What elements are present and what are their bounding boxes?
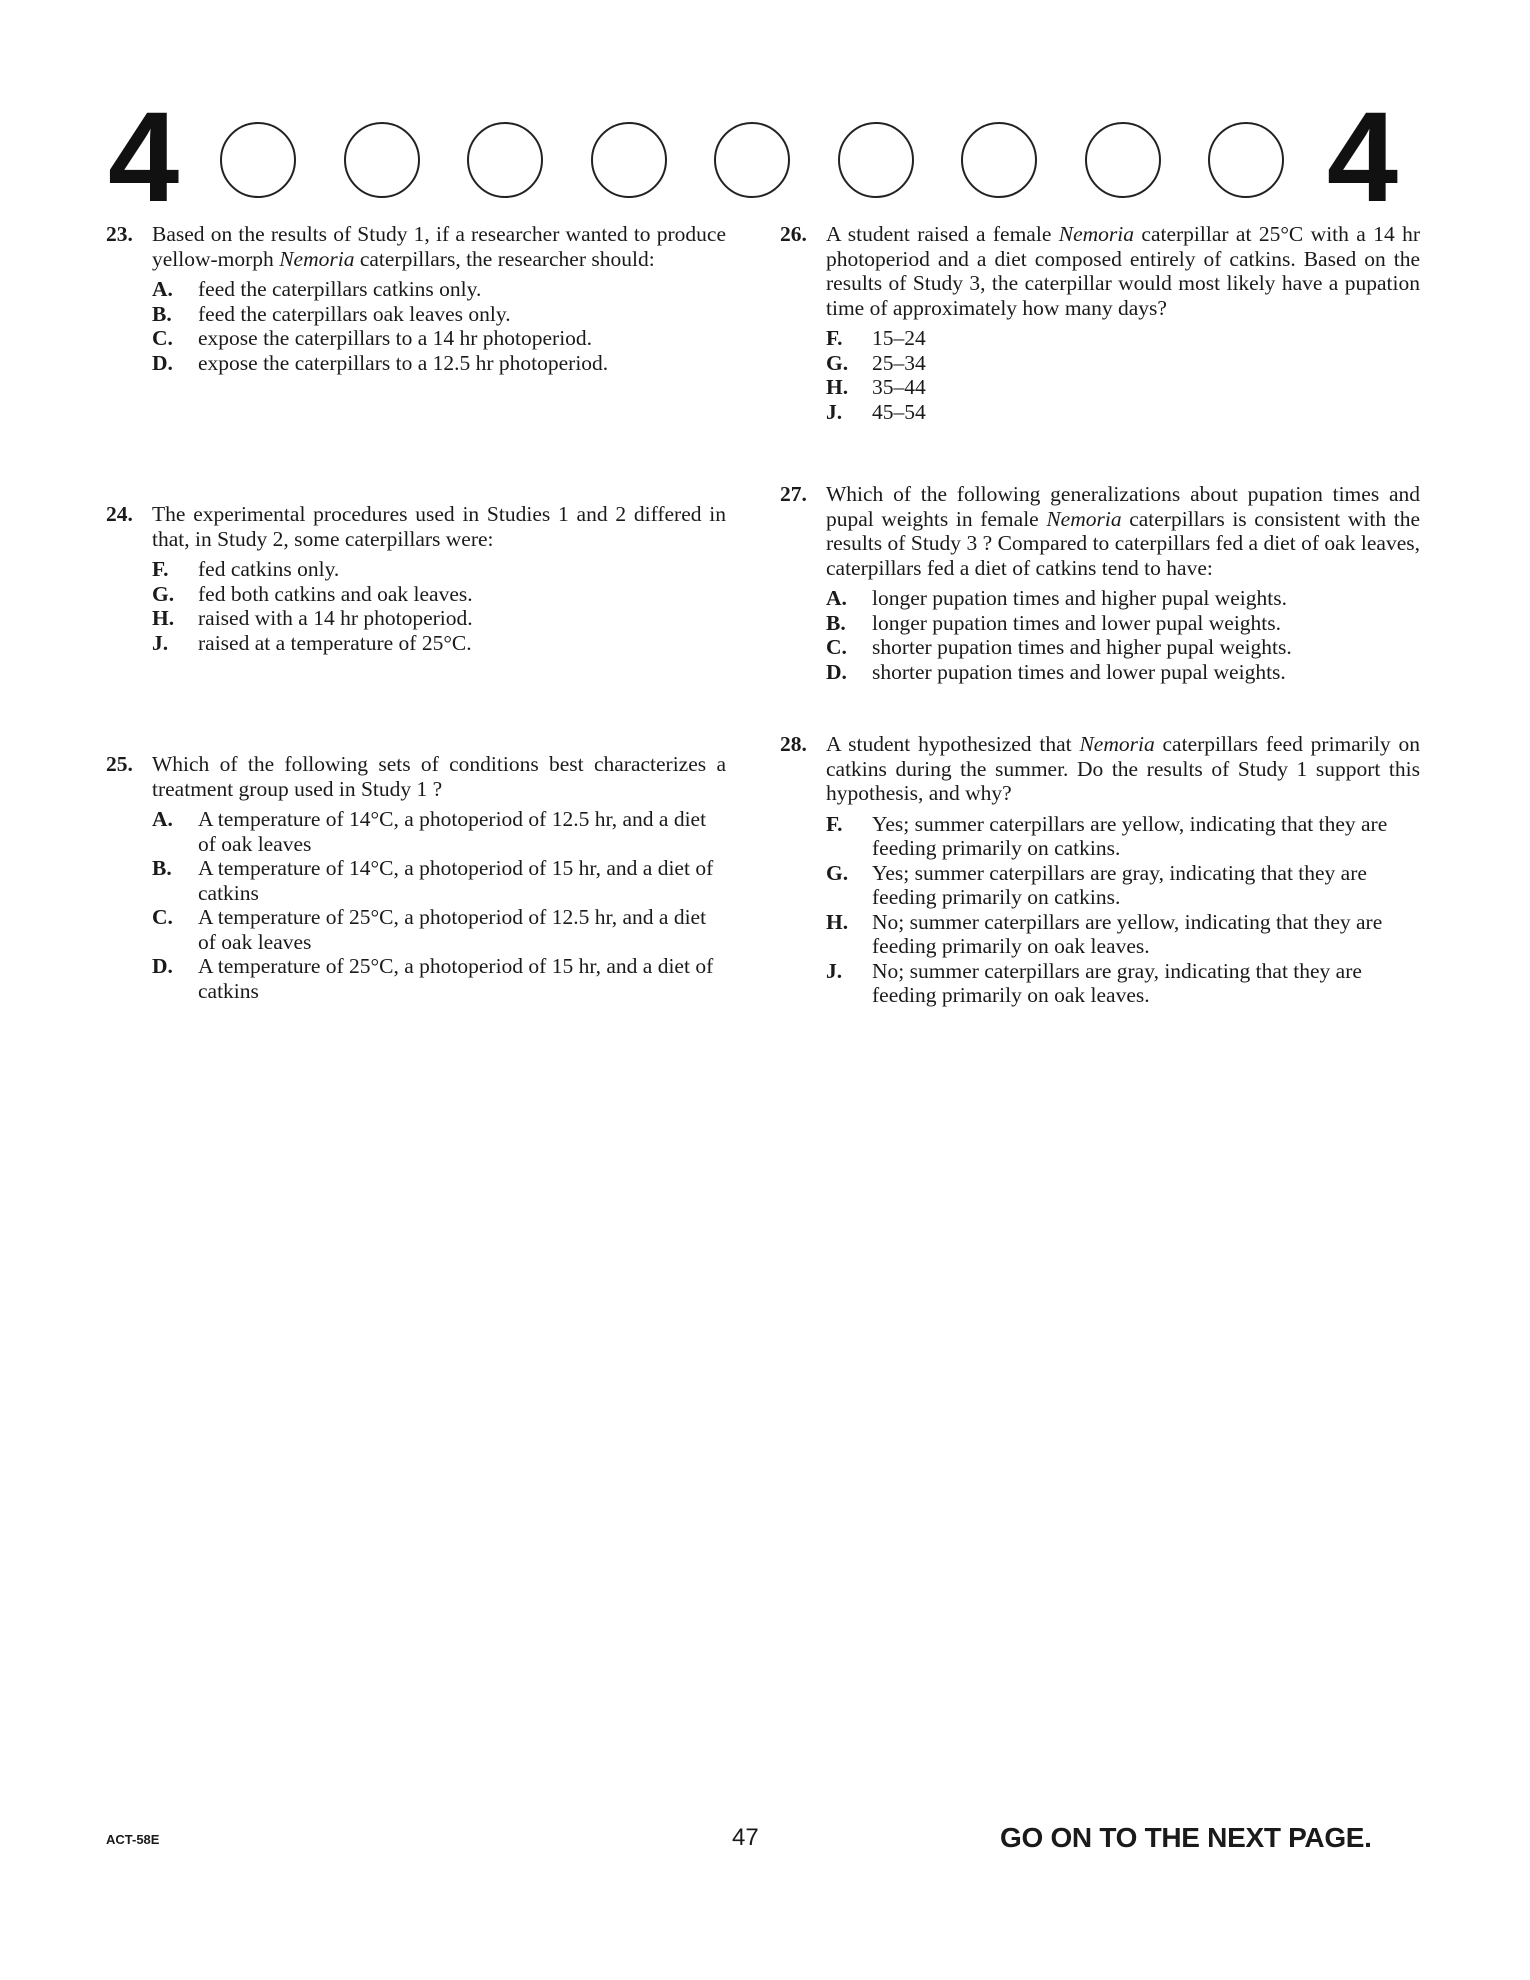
option-text: raised at a temperature of 25°C. bbox=[198, 630, 472, 655]
header-circle bbox=[1085, 122, 1161, 198]
question-stem bbox=[826, 732, 1420, 806]
question-number: 26. bbox=[780, 222, 807, 246]
answer-option bbox=[152, 302, 726, 327]
answer-option bbox=[826, 375, 1420, 400]
answer-options bbox=[152, 277, 726, 375]
option-text: feed the caterpillars catkins only. bbox=[198, 277, 482, 301]
answer-option bbox=[826, 861, 1420, 910]
question-stem bbox=[826, 222, 1420, 320]
question-stem bbox=[152, 752, 726, 801]
option-label: F. bbox=[826, 326, 843, 350]
answer-option bbox=[152, 954, 726, 1003]
answer-options bbox=[152, 557, 726, 655]
answer-option bbox=[826, 351, 1420, 376]
header-circle bbox=[220, 122, 296, 198]
stem-italic-term: Nemoria bbox=[279, 246, 355, 271]
section-number-left: 4 bbox=[108, 86, 180, 229]
header-circle bbox=[838, 122, 914, 198]
option-text: Yes; summer caterpillars are yellow, indicating that they are feeding primarily on catkins. bbox=[872, 811, 1388, 860]
answer-option bbox=[826, 400, 1420, 425]
section-number-right: 4 bbox=[1326, 86, 1398, 229]
answer-option bbox=[152, 557, 726, 582]
answer-option bbox=[152, 606, 726, 631]
answer-option bbox=[826, 326, 1420, 351]
option-text: raised with a 14 hr photoperiod. bbox=[198, 606, 473, 630]
stem-text: Based on the results of Study 1, if a researcher wanted to produce yellow-morph bbox=[152, 222, 726, 271]
answer-options bbox=[826, 812, 1420, 1008]
question-number: 28. bbox=[780, 732, 807, 756]
option-text: 25–34 bbox=[872, 350, 926, 375]
answer-option bbox=[826, 586, 1420, 611]
answer-option bbox=[826, 660, 1420, 685]
answer-option bbox=[152, 326, 726, 351]
question-24 bbox=[106, 502, 726, 655]
answer-option bbox=[826, 910, 1420, 959]
option-text: No; summer caterpillars are gray, indicating that they are feeding primarily on oak leaves. bbox=[872, 958, 1362, 1007]
option-label: J. bbox=[152, 630, 169, 655]
option-label: B. bbox=[826, 610, 846, 635]
stem-italic-term: Nemoria bbox=[1046, 506, 1122, 531]
stem-text: caterpillars is consistent with the results of Study 3 ? Compared to caterpillars fed a diet of oak leaves, caterpillars fed a diet of catkins tend to have: bbox=[826, 506, 1421, 580]
option-text: shorter pupation times and higher pupal weights. bbox=[872, 635, 1292, 659]
stem-text: Which of the following sets of conditions best characterizes a treatment group used in Study 1 ? bbox=[152, 752, 726, 801]
option-text: A temperature of 14°C, a photoperiod of 15 hr, and a diet of catkins bbox=[198, 856, 714, 905]
option-text: longer pupation times and higher pupal weights. bbox=[872, 586, 1287, 610]
answer-option bbox=[826, 635, 1420, 660]
option-text: 35–44 bbox=[872, 375, 926, 399]
answer-option bbox=[826, 611, 1420, 636]
answer-option bbox=[152, 351, 726, 376]
option-text: feed the caterpillars oak leaves only. bbox=[198, 301, 511, 326]
option-text: longer pupation times and lower pupal weights. bbox=[872, 610, 1282, 635]
header-circle bbox=[344, 122, 420, 198]
stem-text: The experimental procedures used in Studies 1 and 2 differed in that, in Study 2, some caterpillars were: bbox=[152, 502, 726, 551]
question-27 bbox=[780, 482, 1420, 684]
option-label: C. bbox=[826, 635, 847, 659]
page-number: 47 bbox=[732, 1824, 759, 1851]
stem-italic-term: Nemoria bbox=[1079, 732, 1155, 756]
option-text: fed catkins only. bbox=[198, 557, 340, 581]
option-text: expose the caterpillars to a 14 hr photoperiod. bbox=[198, 326, 593, 350]
form-code: ACT-58E bbox=[106, 1832, 160, 1847]
option-text: expose the caterpillars to a 12.5 hr photoperiod. bbox=[198, 350, 609, 375]
option-label: G. bbox=[826, 860, 849, 885]
header-circle bbox=[467, 122, 543, 198]
option-label: B. bbox=[152, 301, 172, 326]
answer-option bbox=[152, 905, 726, 954]
header-circle bbox=[1208, 122, 1284, 198]
question-stem bbox=[152, 502, 726, 551]
option-label: G. bbox=[826, 350, 849, 375]
option-label: A. bbox=[152, 807, 173, 831]
question-number: 23. bbox=[106, 222, 133, 246]
option-text: A temperature of 14°C, a photoperiod of 12.5 hr, and a diet of oak leaves bbox=[198, 807, 707, 856]
question-25 bbox=[106, 752, 726, 1003]
option-label: F. bbox=[826, 811, 843, 836]
question-26 bbox=[780, 222, 1420, 424]
option-label: D. bbox=[152, 954, 173, 978]
answer-option bbox=[152, 856, 726, 905]
stem-text: A student raised a female bbox=[826, 222, 1059, 246]
option-label: G. bbox=[152, 581, 175, 606]
stem-text: caterpillar at 25°C with a 14 hr photoperiod and a diet composed entirely of catkins. Based on the results of Study 3, the caterpillar would most likely have a pupation time of approximately how many days? bbox=[826, 222, 1421, 320]
question-number: 24. bbox=[106, 502, 133, 526]
header-circle bbox=[591, 122, 667, 198]
answer-option bbox=[152, 277, 726, 302]
option-label: A. bbox=[152, 277, 173, 301]
question-23 bbox=[106, 222, 726, 375]
stem-text: caterpillars, the researcher should: bbox=[354, 246, 655, 271]
option-text: 15–24 bbox=[872, 326, 926, 350]
option-label: J. bbox=[826, 399, 843, 424]
option-text: Yes; summer caterpillars are gray, indicating that they are feeding primarily on catkins. bbox=[872, 860, 1367, 909]
option-label: B. bbox=[152, 856, 172, 880]
option-label: H. bbox=[826, 909, 849, 934]
question-stem bbox=[826, 482, 1420, 580]
header-circles bbox=[220, 122, 1284, 202]
option-label: H. bbox=[152, 606, 175, 630]
answer-options bbox=[152, 807, 726, 1003]
header-circle bbox=[961, 122, 1037, 198]
option-label: J. bbox=[826, 958, 843, 983]
answer-option bbox=[826, 959, 1420, 1008]
page-footer bbox=[0, 1822, 1530, 1862]
answer-option bbox=[152, 582, 726, 607]
section-header bbox=[108, 86, 1398, 229]
option-label: C. bbox=[152, 905, 173, 929]
question-stem bbox=[152, 222, 726, 271]
option-text: shorter pupation times and lower pupal weights. bbox=[872, 659, 1286, 684]
option-label: A. bbox=[826, 586, 847, 610]
option-label: D. bbox=[152, 350, 173, 375]
option-text: 45–54 bbox=[872, 399, 926, 424]
answer-options bbox=[826, 586, 1420, 684]
stem-text: Which of the following generalizations about pupation times and pupal weights in female bbox=[826, 482, 1420, 531]
answer-options bbox=[826, 326, 1420, 424]
answer-option bbox=[826, 812, 1420, 861]
answer-option bbox=[152, 631, 726, 656]
question-number: 25. bbox=[106, 752, 133, 776]
option-text: A temperature of 25°C, a photoperiod of 12.5 hr, and a diet of oak leaves bbox=[198, 905, 707, 954]
question-number: 27. bbox=[780, 482, 807, 506]
question-28 bbox=[780, 732, 1420, 1008]
option-label: D. bbox=[826, 659, 847, 684]
continue-text: GO ON TO THE NEXT PAGE. bbox=[1000, 1822, 1372, 1853]
option-text: No; summer caterpillars are yellow, indicating that they are feeding primarily on oak leaves. bbox=[872, 909, 1383, 958]
option-text: A temperature of 25°C, a photoperiod of 15 hr, and a diet of catkins bbox=[198, 954, 714, 1003]
stem-text: A student hypothesized that bbox=[826, 732, 1080, 756]
header-circle bbox=[714, 122, 790, 198]
option-label: C. bbox=[152, 326, 173, 350]
stem-italic-term: Nemoria bbox=[1058, 222, 1135, 246]
answer-option bbox=[152, 807, 726, 856]
stem-text: caterpillars feed primarily on catkins during the summer. Do the results of Study 1 support this hypothesis, and why? bbox=[826, 732, 1420, 805]
option-label: H. bbox=[826, 375, 849, 399]
option-text: fed both catkins and oak leaves. bbox=[198, 581, 473, 606]
option-label: F. bbox=[152, 557, 169, 581]
